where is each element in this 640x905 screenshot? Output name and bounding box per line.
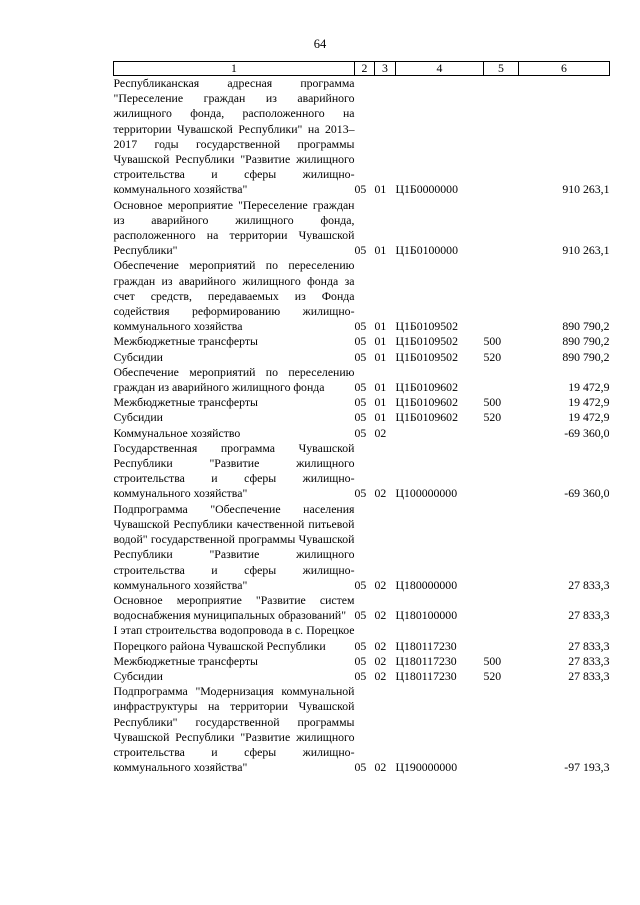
row-subsection: 02	[374, 608, 387, 623]
row-subsection: 01	[374, 380, 387, 395]
row-target-article: Ц180100000	[395, 608, 458, 623]
row-name: Межбюджетные трансферты	[113, 653, 258, 668]
row-expense-type	[484, 684, 519, 775]
row-target-article: Ц180117230	[395, 653, 457, 668]
page-number: 64	[313, 37, 327, 51]
row-amount: 27 833,3	[568, 577, 610, 592]
row-section: 05	[354, 425, 367, 440]
row-subsection: 01	[374, 182, 387, 197]
row-amount: 890 790,2	[562, 334, 610, 349]
table-row	[114, 350, 610, 365]
row-section: 05	[354, 760, 367, 775]
row-amount: 27 833,3	[568, 608, 610, 623]
row-amount: 19 472,9	[568, 395, 610, 410]
row-amount: 27 833,3	[568, 668, 610, 683]
row-name: Республиканская адресная программа "Переселение граждан из аварийного жилищного фонда, расположенного на территории Чувашской Республики" на 2013–2017 годы государственной программы Чувашской Республики "Развитие жилищного строительства и сферы жилищно-коммунального хозяйства"	[113, 76, 355, 197]
table-row	[114, 365, 610, 395]
row-expense-type: 500	[483, 653, 502, 668]
row-section: 05	[354, 608, 367, 623]
row-name: Подпрограмма "Модернизация коммунальной инфраструктуры на территории Чувашской Республики" государственной программы Чувашской Республики "Развитие жилищного строительства и сферы жилищно-коммунального хозяйства"	[113, 684, 355, 775]
row-subsection: 01	[374, 334, 387, 349]
row-name: Основное мероприятие "Развитие систем водоснабжения муниципальных образований"	[113, 592, 355, 623]
row-target-article: Ц180117230	[395, 638, 457, 653]
row-target-article: Ц190000000	[395, 760, 458, 775]
row-target-article: Ц1Б0109502	[395, 319, 458, 334]
row-section: 05	[354, 577, 367, 592]
row-expense-type: 520	[483, 668, 502, 683]
row-amount: 27 833,3	[568, 653, 610, 668]
row-amount: 890 790,2	[562, 349, 610, 364]
row-name: Основное мероприятие "Переселение граждан из аварийного жилищного фонда, расположенного на территории Чувашской Республики"	[113, 197, 355, 258]
row-target-article: Ц1Б0100000	[395, 243, 458, 258]
row-subsection: 02	[374, 653, 387, 668]
row-subsection: 02	[374, 577, 387, 592]
row-expense-type: 500	[483, 334, 502, 349]
table-row	[114, 502, 610, 593]
row-name: Межбюджетные трансферты	[113, 395, 258, 410]
row-target-article: Ц1Б0109602	[395, 410, 458, 425]
row-name: Субсидии	[113, 410, 163, 425]
table-row	[114, 410, 610, 425]
row-subsection: 01	[374, 319, 387, 334]
row-amount: -69 360,0	[564, 425, 610, 440]
row-name: Обеспечение мероприятий по переселению граждан из аварийного жилищного фонда	[113, 364, 355, 395]
row-target-article: Ц180117230	[395, 668, 457, 683]
row-expense-type	[484, 441, 519, 502]
row-section: 05	[354, 395, 367, 410]
header-col-6: 6	[519, 62, 610, 76]
row-target-article: Ц1Б0000000	[395, 182, 458, 197]
row-section: 05	[354, 486, 367, 501]
row-section: 05	[354, 410, 367, 425]
row-name: I этап строительства водопровода в с. Порецкое Порецкого района Чувашской Республики	[113, 623, 355, 653]
table-row	[114, 684, 610, 775]
row-expense-type: 520	[483, 349, 502, 364]
row-section: 05	[354, 319, 367, 334]
table-row	[114, 334, 610, 349]
header-col-2: 2	[355, 62, 375, 76]
row-subsection: 01	[374, 410, 387, 425]
row-expense-type	[484, 198, 519, 259]
row-target-article: Ц1Б0109602	[395, 380, 458, 395]
row-section: 05	[354, 653, 367, 668]
row-section: 05	[354, 349, 367, 364]
row-expense-type	[484, 623, 519, 653]
table-row	[114, 441, 610, 502]
row-name: Обеспечение мероприятий по переселению граждан из аварийного жилищного фонда за счет средств, передаваемых из Фонда содействия реформированию жилищно-коммунального хозяйства	[113, 258, 355, 334]
row-subsection: 02	[374, 760, 387, 775]
header-row	[114, 62, 610, 76]
row-target-article: Ц1Б0109502	[395, 349, 458, 364]
row-name: Коммунальное хозяйство	[113, 425, 241, 440]
row-expense-type	[484, 426, 519, 441]
row-subsection: 02	[374, 425, 387, 440]
row-section: 05	[354, 182, 367, 197]
row-expense-type	[484, 502, 519, 593]
table-row	[114, 395, 610, 410]
table-body	[114, 76, 610, 776]
header-col-3: 3	[375, 62, 396, 76]
row-section: 05	[354, 334, 367, 349]
table-row	[114, 654, 610, 669]
row-name: Субсидии	[113, 668, 163, 683]
header-col-4: 4	[396, 62, 484, 76]
table-row	[114, 593, 610, 623]
row-name: Межбюджетные трансферты	[113, 334, 258, 349]
row-name: Подпрограмма "Обеспечение населения Чувашской Республики качественной питьевой водой" государственной программы Чувашской Республики "Развитие жилищного строительства и сферы жилищно-коммунального хозяйства"	[113, 501, 355, 592]
row-expense-type: 520	[483, 410, 502, 425]
row-amount: 910 263,1	[562, 243, 610, 258]
table-row	[114, 198, 610, 259]
row-subsection: 01	[374, 349, 387, 364]
row-amount: 19 472,9	[568, 380, 610, 395]
table-row	[114, 76, 610, 198]
row-expense-type	[484, 76, 519, 198]
row-target-article: Ц1Б0109502	[395, 334, 458, 349]
row-amount: 890 790,2	[562, 319, 610, 334]
row-expense-type	[484, 258, 519, 334]
row-subsection: 02	[374, 486, 387, 501]
row-section: 05	[354, 243, 367, 258]
row-subsection: 01	[374, 395, 387, 410]
row-target-article: Ц1Б0109602	[395, 395, 458, 410]
row-target-article: Ц100000000	[395, 486, 458, 501]
row-amount: 910 263,1	[562, 182, 610, 197]
row-subsection: 01	[374, 243, 387, 258]
row-name: Субсидии	[113, 349, 163, 364]
row-section: 05	[354, 638, 367, 653]
row-amount: -97 193,3	[564, 760, 610, 775]
row-expense-type: 500	[483, 395, 502, 410]
row-expense-type	[484, 365, 519, 395]
row-subsection: 02	[374, 668, 387, 683]
row-target-article	[396, 426, 484, 441]
row-subsection: 02	[374, 638, 387, 653]
table-row	[114, 258, 610, 334]
table-row	[114, 623, 610, 653]
row-amount: -69 360,0	[564, 486, 610, 501]
row-section: 05	[354, 668, 367, 683]
budget-table	[113, 61, 610, 775]
row-amount: 27 833,3	[568, 638, 610, 653]
row-section: 05	[354, 380, 367, 395]
row-amount: 19 472,9	[568, 410, 610, 425]
header-col-5: 5	[484, 62, 519, 76]
header-col-1: 1	[114, 62, 355, 76]
row-target-article: Ц180000000	[395, 577, 458, 592]
row-name: Государственная программа Чувашской Республики "Развитие жилищного строительства и сферы жилищно-коммунального хозяйства"	[113, 440, 355, 501]
table-row	[114, 669, 610, 684]
table-row	[114, 426, 610, 441]
row-expense-type	[484, 593, 519, 623]
